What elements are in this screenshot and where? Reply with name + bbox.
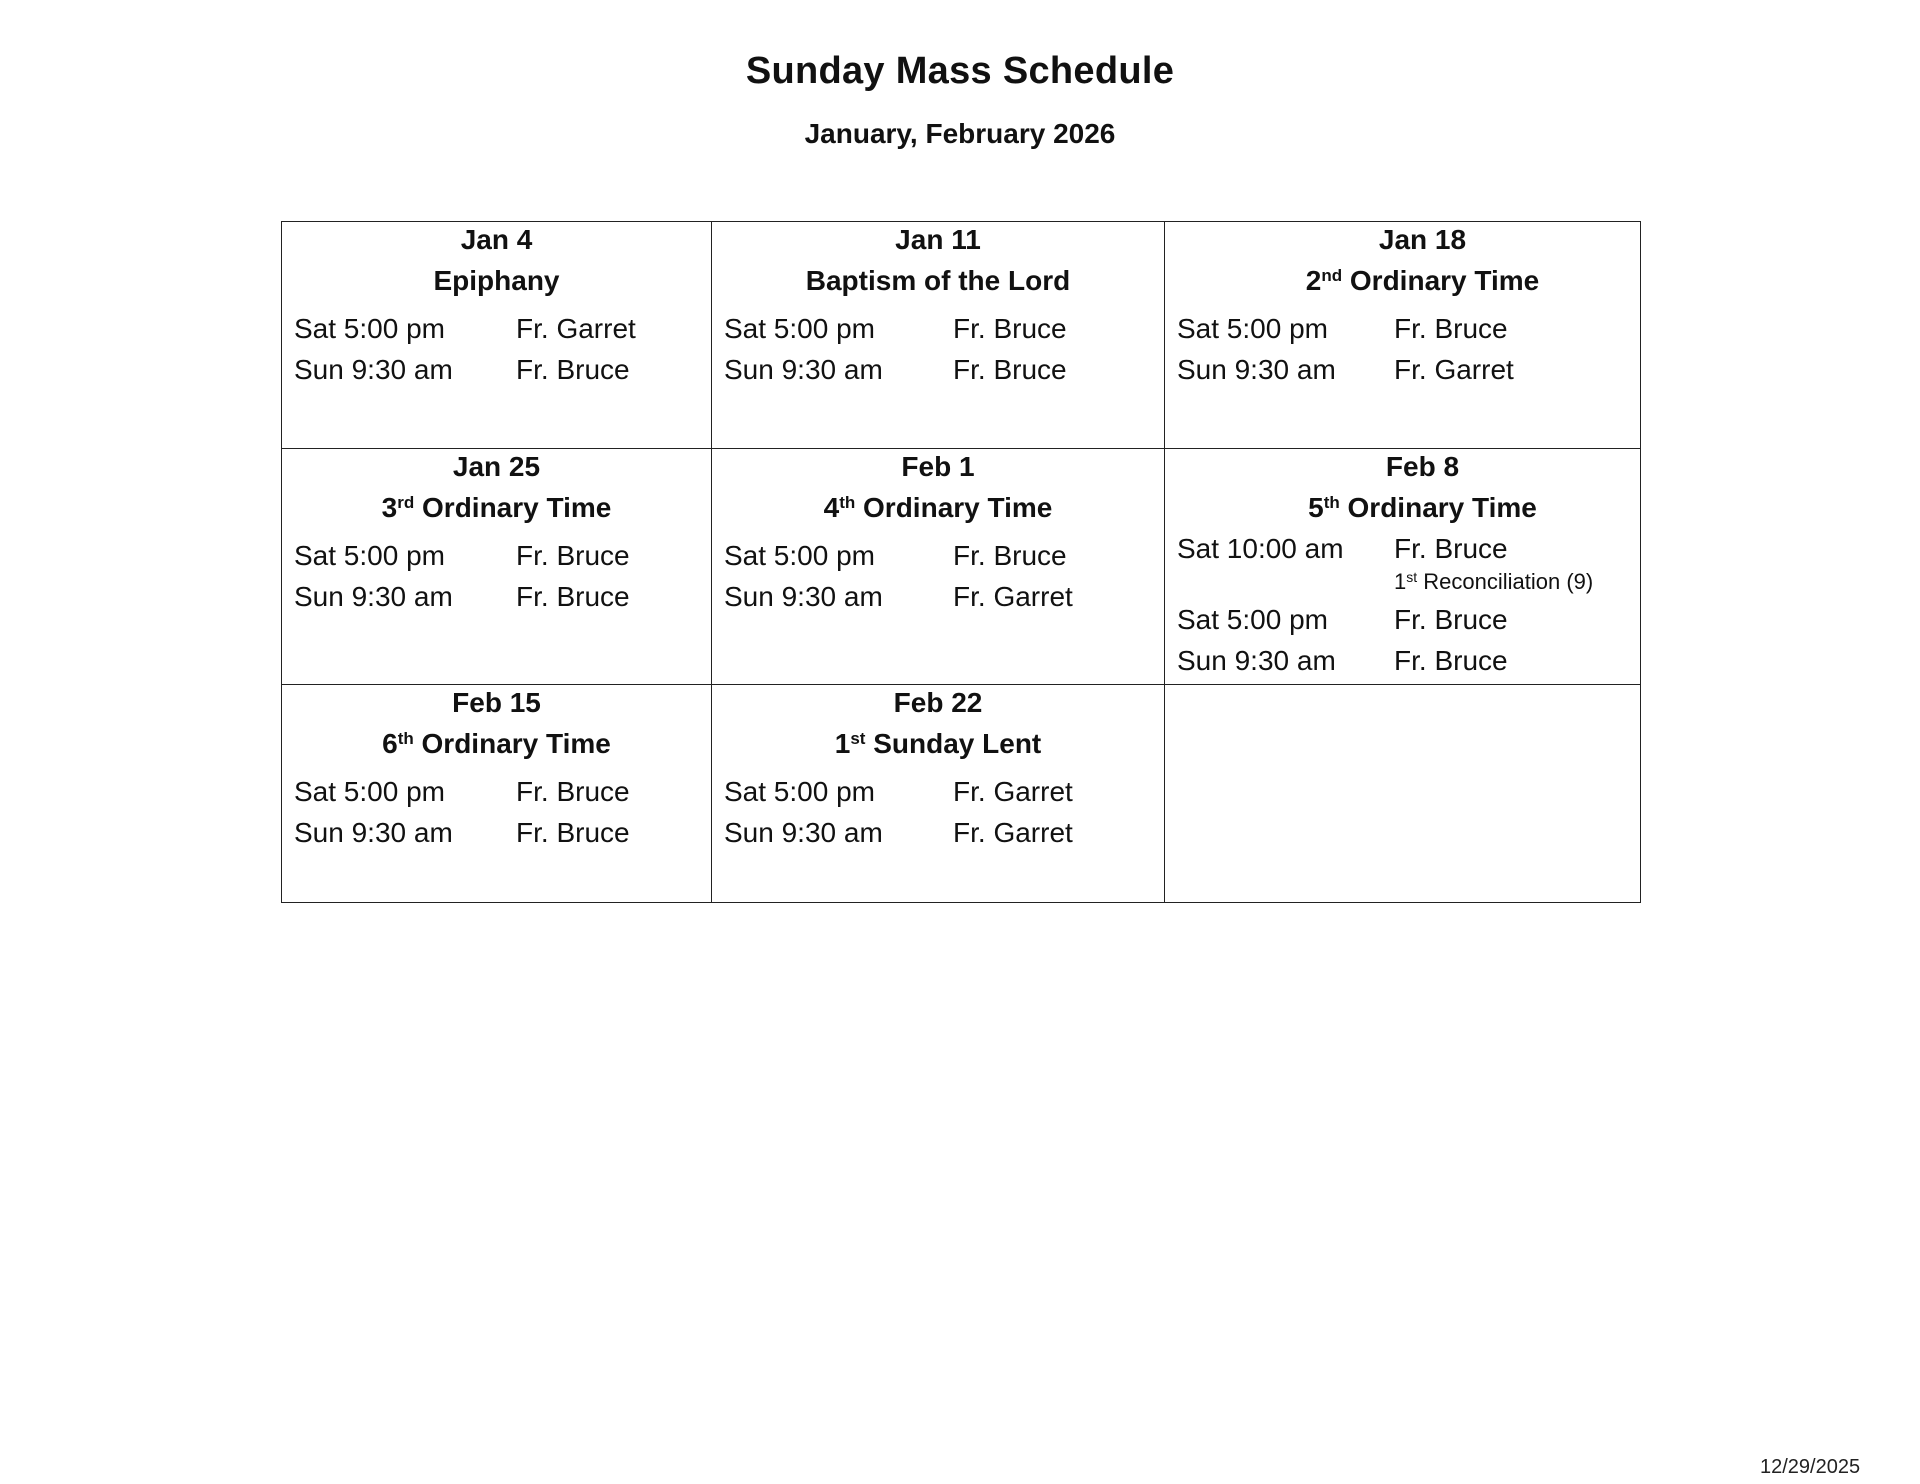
mass-list xyxy=(724,771,1152,853)
schedule-row xyxy=(282,685,1641,903)
cell-date: Feb 8 xyxy=(1385,451,1460,482)
mass-row xyxy=(294,308,699,349)
cell-feast xyxy=(294,265,699,297)
note-ordinal: 1 xyxy=(1394,569,1407,594)
mass-time: Sat 5:00 pm xyxy=(1177,313,1328,344)
schedule-cell xyxy=(282,449,712,685)
mass-row xyxy=(294,812,699,853)
mass-row xyxy=(724,308,1152,349)
cell-date: Jan 25 xyxy=(452,451,541,482)
schedule-cell xyxy=(712,222,1165,449)
schedule-cell xyxy=(712,449,1165,685)
schedule-cell xyxy=(712,685,1165,903)
cell-feast xyxy=(724,728,1152,760)
mass-priest: Fr. Bruce xyxy=(516,817,630,848)
page-title: Sunday Mass Schedule xyxy=(745,50,1175,92)
mass-list xyxy=(294,308,699,390)
cell-feast xyxy=(724,265,1152,297)
mass-time: Sat 10:00 am xyxy=(1177,533,1344,564)
schedule-cell xyxy=(1165,222,1641,449)
mass-list xyxy=(294,771,699,853)
mass-priest: Fr. Bruce xyxy=(953,354,1067,385)
schedule-cell xyxy=(282,222,712,449)
mass-row xyxy=(294,576,699,617)
schedule-table xyxy=(281,221,1641,903)
mass-time: Sat 5:00 pm xyxy=(724,313,875,344)
cell-feast xyxy=(1177,265,1628,297)
feast-ordinal: 3 xyxy=(381,492,398,523)
feast-name: Epiphany xyxy=(433,265,560,296)
feast-ordinal-suffix: th xyxy=(397,729,414,748)
mass-list xyxy=(1177,308,1628,390)
mass-row xyxy=(724,535,1152,576)
mass-priest: Fr. Bruce xyxy=(953,313,1067,344)
mass-time: Sat 5:00 pm xyxy=(294,313,445,344)
mass-row xyxy=(724,812,1152,853)
empty-cell xyxy=(1165,685,1641,903)
mass-priest: Fr. Bruce xyxy=(1394,604,1508,635)
mass-priest: Fr. Bruce xyxy=(1394,645,1508,676)
mass-time: Sun 9:30 am xyxy=(724,581,883,612)
feast-name: Sunday Lent xyxy=(865,728,1042,759)
schedule-row xyxy=(282,222,1641,449)
mass-priest: Fr. Garret xyxy=(953,581,1073,612)
mass-list xyxy=(724,535,1152,617)
mass-time: Sun 9:30 am xyxy=(1177,645,1336,676)
schedule-cell xyxy=(282,685,712,903)
feast-ordinal: 1 xyxy=(834,728,851,759)
mass-priest: Fr. Garret xyxy=(953,817,1073,848)
mass-row xyxy=(1177,640,1628,681)
mass-priest: Fr. Garret xyxy=(953,776,1073,807)
mass-time: Sat 5:00 pm xyxy=(294,776,445,807)
mass-row xyxy=(1177,528,1628,599)
cell-date: Feb 15 xyxy=(452,687,541,718)
note-text: Reconciliation (9) xyxy=(1417,569,1594,594)
mass-priest: Fr. Bruce xyxy=(1394,313,1508,344)
cell-feast xyxy=(294,492,699,524)
mass-priest: Fr. Garret xyxy=(516,313,636,344)
feast-ordinal-suffix: th xyxy=(1323,493,1340,512)
mass-priest: Fr. Bruce xyxy=(516,581,630,612)
mass-priest: Fr. Bruce xyxy=(1394,533,1508,564)
mass-priest: Fr. Bruce xyxy=(953,540,1067,571)
mass-note xyxy=(1394,569,1628,595)
mass-priest: Fr. Bruce xyxy=(516,354,630,385)
mass-row xyxy=(1177,349,1628,390)
mass-list xyxy=(294,535,699,617)
mass-row xyxy=(294,771,699,812)
feast-ordinal: 2 xyxy=(1305,265,1322,296)
feast-name: Ordinary Time xyxy=(855,492,1053,523)
mass-time: Sun 9:30 am xyxy=(1177,354,1336,385)
mass-row xyxy=(724,576,1152,617)
cell-date: Feb 22 xyxy=(893,687,983,718)
mass-time: Sun 9:30 am xyxy=(294,581,453,612)
mass-time: Sun 9:30 am xyxy=(294,354,453,385)
feast-ordinal-suffix: nd xyxy=(1321,266,1343,285)
mass-row xyxy=(1177,308,1628,349)
cell-feast xyxy=(724,492,1152,524)
mass-priest: Fr. Bruce xyxy=(516,540,630,571)
feast-ordinal-suffix: st xyxy=(850,729,866,748)
cell-date: Jan 4 xyxy=(460,224,533,255)
note-ordinal-suffix: st xyxy=(1406,569,1418,585)
schedule-row xyxy=(282,449,1641,685)
feast-ordinal: 4 xyxy=(823,492,840,523)
feast-ordinal-suffix: rd xyxy=(397,493,415,512)
cell-feast xyxy=(294,728,699,760)
mass-time: Sat 5:00 pm xyxy=(724,776,875,807)
feast-name: Ordinary Time xyxy=(414,492,612,523)
mass-time: Sat 5:00 pm xyxy=(1177,604,1328,635)
feast-name: Ordinary Time xyxy=(1342,265,1540,296)
mass-priest: Fr. Garret xyxy=(1394,354,1514,385)
mass-priest: Fr. Bruce xyxy=(516,776,630,807)
mass-row xyxy=(294,535,699,576)
mass-time: Sun 9:30 am xyxy=(294,817,453,848)
mass-row xyxy=(1177,599,1628,640)
page-subtitle: January, February 2026 xyxy=(804,118,1116,149)
mass-row xyxy=(724,771,1152,812)
cell-date: Jan 18 xyxy=(1378,224,1467,255)
mass-time: Sun 9:30 am xyxy=(724,354,883,385)
schedule-cell xyxy=(1165,449,1641,685)
mass-time: Sat 5:00 pm xyxy=(724,540,875,571)
feast-name: Ordinary Time xyxy=(413,728,611,759)
mass-row xyxy=(724,349,1152,390)
cell-feast xyxy=(1177,492,1628,524)
cell-date: Jan 11 xyxy=(895,224,981,255)
mass-row xyxy=(294,349,699,390)
footer-date: 12/29/2025 xyxy=(1760,1456,1861,1478)
feast-name: Baptism of the Lord xyxy=(805,265,1071,296)
feast-name: Ordinary Time xyxy=(1339,492,1537,523)
mass-time: Sun 9:30 am xyxy=(724,817,883,848)
feast-ordinal: 6 xyxy=(382,728,398,759)
mass-priest-with-note xyxy=(1394,528,1628,599)
mass-time: Sat 5:00 pm xyxy=(294,540,445,571)
feast-ordinal: 5 xyxy=(1308,492,1324,523)
cell-date: Feb 1 xyxy=(901,451,975,482)
mass-list xyxy=(724,308,1152,390)
mass-list xyxy=(1177,528,1628,681)
feast-ordinal-suffix: th xyxy=(839,493,856,512)
